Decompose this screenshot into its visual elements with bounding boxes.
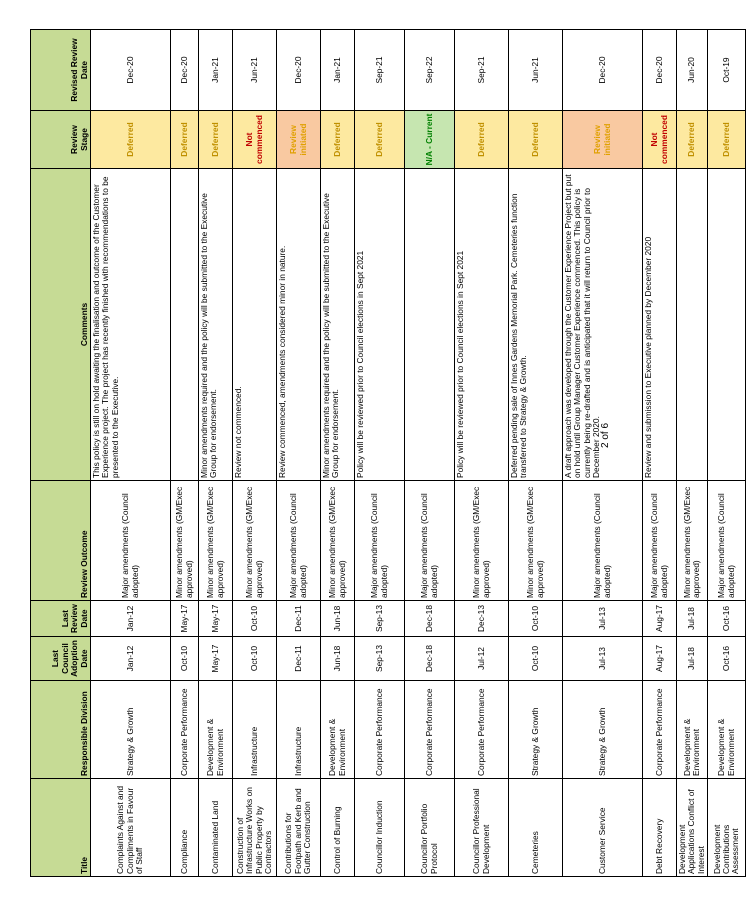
title-cell: Cemeteries (509, 779, 563, 877)
revised-date-cell: Sep-21 (355, 30, 405, 111)
review-date-cell: Oct-10 (509, 601, 563, 637)
table-row (277, 30, 321, 877)
comments-cell: Minor amendments required and the policy will be submitted to the Executive Group for endorsement. (199, 169, 233, 481)
header-review-stage: Review Stage (31, 111, 91, 169)
adoption-date-cell: Oct-16 (708, 637, 746, 681)
review-outcome-cell: Minor amendments (GM/Exec approved) (171, 481, 199, 601)
revised-date-cell: Jun-21 (233, 30, 277, 111)
review-outcome-cell: Minor amendments (GM/Exec approved) (509, 481, 563, 601)
review-stage-cell: Review initiated (563, 111, 643, 169)
title-cell: Construction of Infrastructure Works on Public Property by Contractors (233, 779, 277, 877)
table-row (708, 30, 746, 877)
adoption-date-cell: Jul-13 (563, 637, 643, 681)
review-date-cell: Oct-10 (233, 601, 277, 637)
review-stage-cell: Review initiated (277, 111, 321, 169)
review-outcome-cell: Major amendments (Council adopted) (643, 481, 677, 601)
review-date-cell: Oct-16 (708, 601, 746, 637)
table-row (199, 30, 233, 877)
comments-cell (171, 169, 199, 481)
table-row (677, 30, 708, 877)
adoption-date-cell: Jan-12 (91, 637, 171, 681)
adoption-date-cell: Dec-18 (405, 637, 455, 681)
review-date-cell: Jul-18 (677, 601, 708, 637)
comments-cell: This policy is still on hold awaiting the finalisation and outcome of the Customer Experience project. The project has recently finished with recommendations to be presented to the Executive. (91, 169, 171, 481)
revised-date-cell: Jan-21 (321, 30, 355, 111)
comments-cell (708, 169, 746, 481)
comments-cell: Review not commenced. (233, 169, 277, 481)
revised-date-cell: Dec-20 (643, 30, 677, 111)
header-revised-date: Revised Review Date (31, 30, 91, 111)
division-cell: Corporate Performance (643, 681, 677, 779)
table-row (405, 30, 455, 877)
division-cell: Development & Environment (199, 681, 233, 779)
title-cell: Councillor Portfolio Protocol (405, 779, 455, 877)
review-outcome-cell: Major amendments (Council adopted) (708, 481, 746, 601)
review-date-cell: May-17 (199, 601, 233, 637)
title-cell: Customer Service (563, 779, 643, 877)
comments-cell: Deferred pending sale of Innes Gardens Memorial Park. Cemeteries function transferred to Strategy & Growth. (509, 169, 563, 481)
review-stage-cell: Deferred (455, 111, 509, 169)
review-stage-cell: Deferred (91, 111, 171, 169)
review-stage-cell: Deferred (509, 111, 563, 169)
title-cell: Development Contributions Assessment (708, 779, 746, 877)
review-stage-cell: Deferred (321, 111, 355, 169)
revised-date-cell: Dec-20 (171, 30, 199, 111)
review-stage-cell: Deferred (355, 111, 405, 169)
title-cell: Councillor Professional Development (455, 779, 509, 877)
division-cell: Corporate Performance (455, 681, 509, 779)
division-cell: Development & Environment (708, 681, 746, 779)
review-stage-cell: Deferred (677, 111, 708, 169)
adoption-date-cell: Oct-10 (171, 637, 199, 681)
comments-cell (405, 169, 455, 481)
review-stage-cell: Not commenced (643, 111, 677, 169)
division-cell: Corporate Performance (405, 681, 455, 779)
review-outcome-cell: Minor amendments (GM/Exec approved) (321, 481, 355, 601)
header-division: Responsible Division (31, 681, 91, 779)
revised-date-cell: Dec-20 (563, 30, 643, 111)
division-cell: Development & Environment (677, 681, 708, 779)
adoption-date-cell: Sep-13 (355, 637, 405, 681)
revised-date-cell: Sep-22 (405, 30, 455, 111)
revised-date-cell: Jun-20 (677, 30, 708, 111)
review-outcome-cell: Major amendments (Council adopted) (355, 481, 405, 601)
review-stage-cell: Not commenced (233, 111, 277, 169)
header-comments: Comments (31, 169, 91, 481)
revised-date-cell: Oct-19 (708, 30, 746, 111)
title-cell: Compliance (171, 779, 199, 877)
review-outcome-cell: Major amendments (Council adopted) (563, 481, 643, 601)
revised-date-cell: Sep-21 (455, 30, 509, 111)
revised-date-cell: Dec-20 (277, 30, 321, 111)
table-row (171, 30, 199, 877)
review-date-cell: Aug-17 (643, 601, 677, 637)
table-row (321, 30, 355, 877)
table-row (455, 30, 509, 877)
revised-date-cell: Jun-21 (509, 30, 563, 111)
adoption-date-cell: Jul-18 (677, 637, 708, 681)
title-cell: Debt Recovery (643, 779, 677, 877)
adoption-date-cell: Jun-18 (321, 637, 355, 681)
header-title: Title (31, 779, 91, 877)
division-cell: Strategy & Growth (563, 681, 643, 779)
division-cell: Corporate Performance (355, 681, 405, 779)
page-number: 2 of 6 (600, 422, 611, 448)
table-row (563, 30, 643, 877)
header-review-outcome: Review Outcome (31, 481, 91, 601)
review-outcome-cell: Minor amendments (GM/Exec approved) (455, 481, 509, 601)
policy-review-table (30, 29, 746, 877)
title-cell: Contributions for Footpath and Kerb and Gutter Construction (277, 779, 321, 877)
header-adoption-date: Last Council Adoption Date (31, 637, 91, 681)
comments-cell: Policy will be reviewed prior to Council elections in Sept 2021 (355, 169, 405, 481)
title-cell: Development Applications Conflict of Interest (677, 779, 708, 877)
review-outcome-cell: Minor amendments (GM/Exec approved) (233, 481, 277, 601)
division-cell: Strategy & Growth (91, 681, 171, 779)
review-outcome-cell: Major amendments (Council adopted) (405, 481, 455, 601)
table-row (643, 30, 677, 877)
adoption-date-cell: Jul-12 (455, 637, 509, 681)
table-row (509, 30, 563, 877)
review-outcome-cell: Major amendments (Council adopted) (91, 481, 171, 601)
review-outcome-cell: Minor amendments (GM/Exec approved) (677, 481, 708, 601)
comments-cell: Policy will be reviewed prior to Council elections in Sept 2021 (455, 169, 509, 481)
adoption-date-cell: May-17 (199, 637, 233, 681)
review-date-cell: Jun-18 (321, 601, 355, 637)
division-cell: Infrastructure (277, 681, 321, 779)
comments-cell: A draft approach was developed through the Customer Experience Project but put on hold until Group Manager Customer Experience commenced. This policy is currently being re-drafted and is anticipated that it will return to Council prior to December 2020. (563, 169, 643, 481)
table-row (355, 30, 405, 877)
division-cell: Development & Environment (321, 681, 355, 779)
review-stage-cell: N/A - Current (405, 111, 455, 169)
comments-cell: Review commenced, amendments considered minor in nature. (277, 169, 321, 481)
adoption-date-cell: Dec-11 (277, 637, 321, 681)
review-stage-cell: Deferred (708, 111, 746, 169)
revised-date-cell: Jan-21 (199, 30, 233, 111)
review-date-cell: Jan-12 (91, 601, 171, 637)
review-outcome-cell: Minor amendments (GM/Exec approved) (199, 481, 233, 601)
review-outcome-cell: Major amendments (Council adopted) (277, 481, 321, 601)
comments-cell: Review and submission to Executive planned by December 2020 (643, 169, 677, 481)
review-date-cell: Sep-13 (355, 601, 405, 637)
adoption-date-cell: Aug-17 (643, 637, 677, 681)
review-date-cell: Dec-18 (405, 601, 455, 637)
title-cell: Complaints Against and Compliments in Favour of Staff (91, 779, 171, 877)
division-cell: Corporate Performance (171, 681, 199, 779)
division-cell: Infrastructure (233, 681, 277, 779)
adoption-date-cell: Oct-10 (233, 637, 277, 681)
title-cell: Contaminated Land (199, 779, 233, 877)
review-date-cell: May-17 (171, 601, 199, 637)
review-stage-cell: Deferred (171, 111, 199, 169)
title-cell: Control of Burning (321, 779, 355, 877)
adoption-date-cell: Oct-10 (509, 637, 563, 681)
review-date-cell: Dec-13 (455, 601, 509, 637)
rotated-page (30, 30, 741, 877)
review-date-cell: Jul-13 (563, 601, 643, 637)
comments-cell: Minor amendments required and the policy will be submitted to the Executive Group for endorsement. (321, 169, 355, 481)
table-row (233, 30, 277, 877)
table-header-row (31, 30, 91, 877)
review-stage-cell: Deferred (199, 111, 233, 169)
title-cell: Councillor Induction (355, 779, 405, 877)
division-cell: Strategy & Growth (509, 681, 563, 779)
comments-cell (677, 169, 708, 481)
table-row (91, 30, 171, 877)
header-review-date: Last Review Date (31, 601, 91, 637)
revised-date-cell: Dec-20 (91, 30, 171, 111)
review-date-cell: Dec-11 (277, 601, 321, 637)
